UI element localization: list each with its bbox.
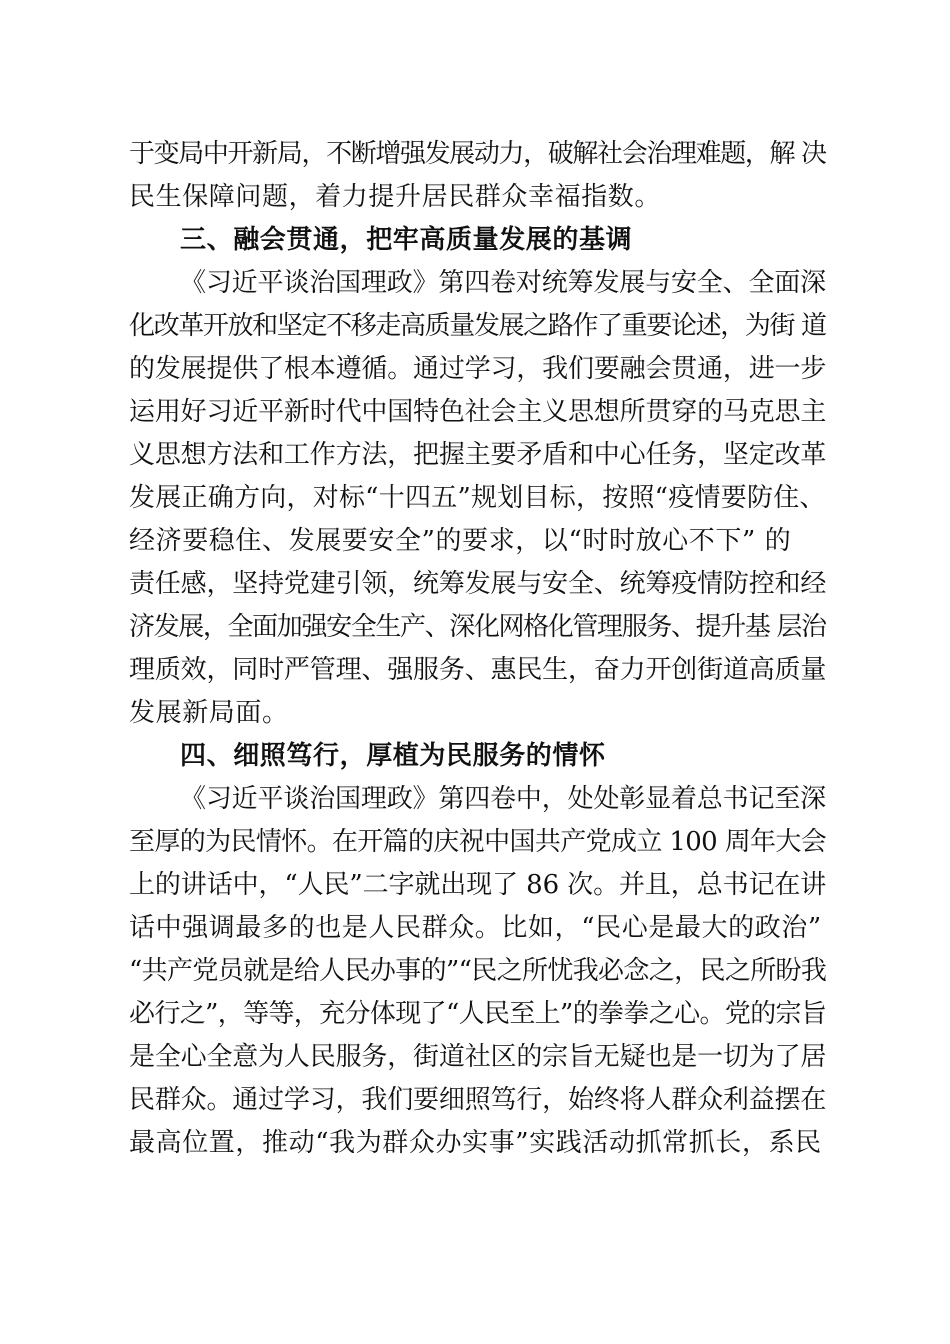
paragraph-line: 必行之”，等等，充分体现了“人民至上”的拳拳之心。党的宗旨 bbox=[129, 999, 827, 1029]
paragraph-line: 义思想方法和工作方法，把握主要矛盾和中心任务，坚定改革 bbox=[129, 440, 827, 470]
paragraph-line: 运用好习近平新时代中国特色社会主义思想所贯穿的马克思主 bbox=[129, 397, 827, 427]
paragraph-line: 的发展提供了根本遵循。通过学习，我们要融会贯通，进一步 bbox=[129, 354, 827, 384]
paragraph-line: 最高位置，推动“我为群众办实事”实践活动抓常抓长，系民 bbox=[129, 1128, 822, 1158]
paragraph-line: 至厚的为民情怀。在开篇的庆祝中国共产党成立 100 周年大会 bbox=[129, 827, 827, 857]
paragraph-line: 发展正确方向，对标“十四五”规划目标，按照“疫情要防住、 bbox=[129, 483, 826, 513]
paragraph-line: 民生保障问题，着力提升居民群众幸福指数。 bbox=[129, 182, 662, 212]
paragraph-line: 于变局中开新局，不断增强发展动力，破解社会治理难题，解 决 bbox=[129, 139, 826, 169]
section-heading-3: 三、融会贯通，把牢高质量发展的基调 bbox=[180, 225, 633, 255]
paragraph-line: 发展新局面。 bbox=[129, 698, 289, 728]
paragraph-line: 《习近平谈治国理政》第四卷中，处处彰显着总书记至深 bbox=[180, 784, 827, 814]
paragraph-line: “共产党员就是给人民办事的”“民之所忧我必念之，民之所盼我 bbox=[129, 956, 827, 986]
paragraph-line: 济发展，全面加强安全生产、深化网格化管理服务、提升基 层治 bbox=[129, 612, 826, 642]
paragraph-line: 责任感，坚持党建引领，统筹发展与安全、统筹疫情防控和经 bbox=[129, 569, 827, 599]
section-heading-4: 四、细照笃行，厚植为民服务的情怀 bbox=[180, 741, 606, 771]
paragraph-line: 是全心全意为人民服务，街道社区的宗旨无疑也是一切为了居 bbox=[129, 1042, 827, 1072]
paragraph-line: 化改革开放和坚定不移走高质量发展之路作了重要论述，为街 道 bbox=[129, 311, 826, 341]
paragraph-line: 经济要稳住、发展要安全”的要求，以“时时放心不下” 的 bbox=[129, 526, 792, 556]
paragraph-line: 话中强调最多的也是人民群众。比如，“民心是最大的政治” bbox=[129, 913, 822, 943]
paragraph-line: 《习近平谈治国理政》第四卷对统筹发展与安全、全面深 bbox=[180, 268, 827, 298]
paragraph-line: 上的讲话中，“人民”二字就出现了 86 次。并且，总书记在讲 bbox=[129, 870, 827, 900]
paragraph-line: 理质效，同时严管理、强服务、惠民生，奋力开创街道高质量 bbox=[129, 655, 827, 685]
paragraph-line: 民群众。通过学习，我们要细照笃行，始终将人群众利益摆在 bbox=[129, 1085, 827, 1115]
